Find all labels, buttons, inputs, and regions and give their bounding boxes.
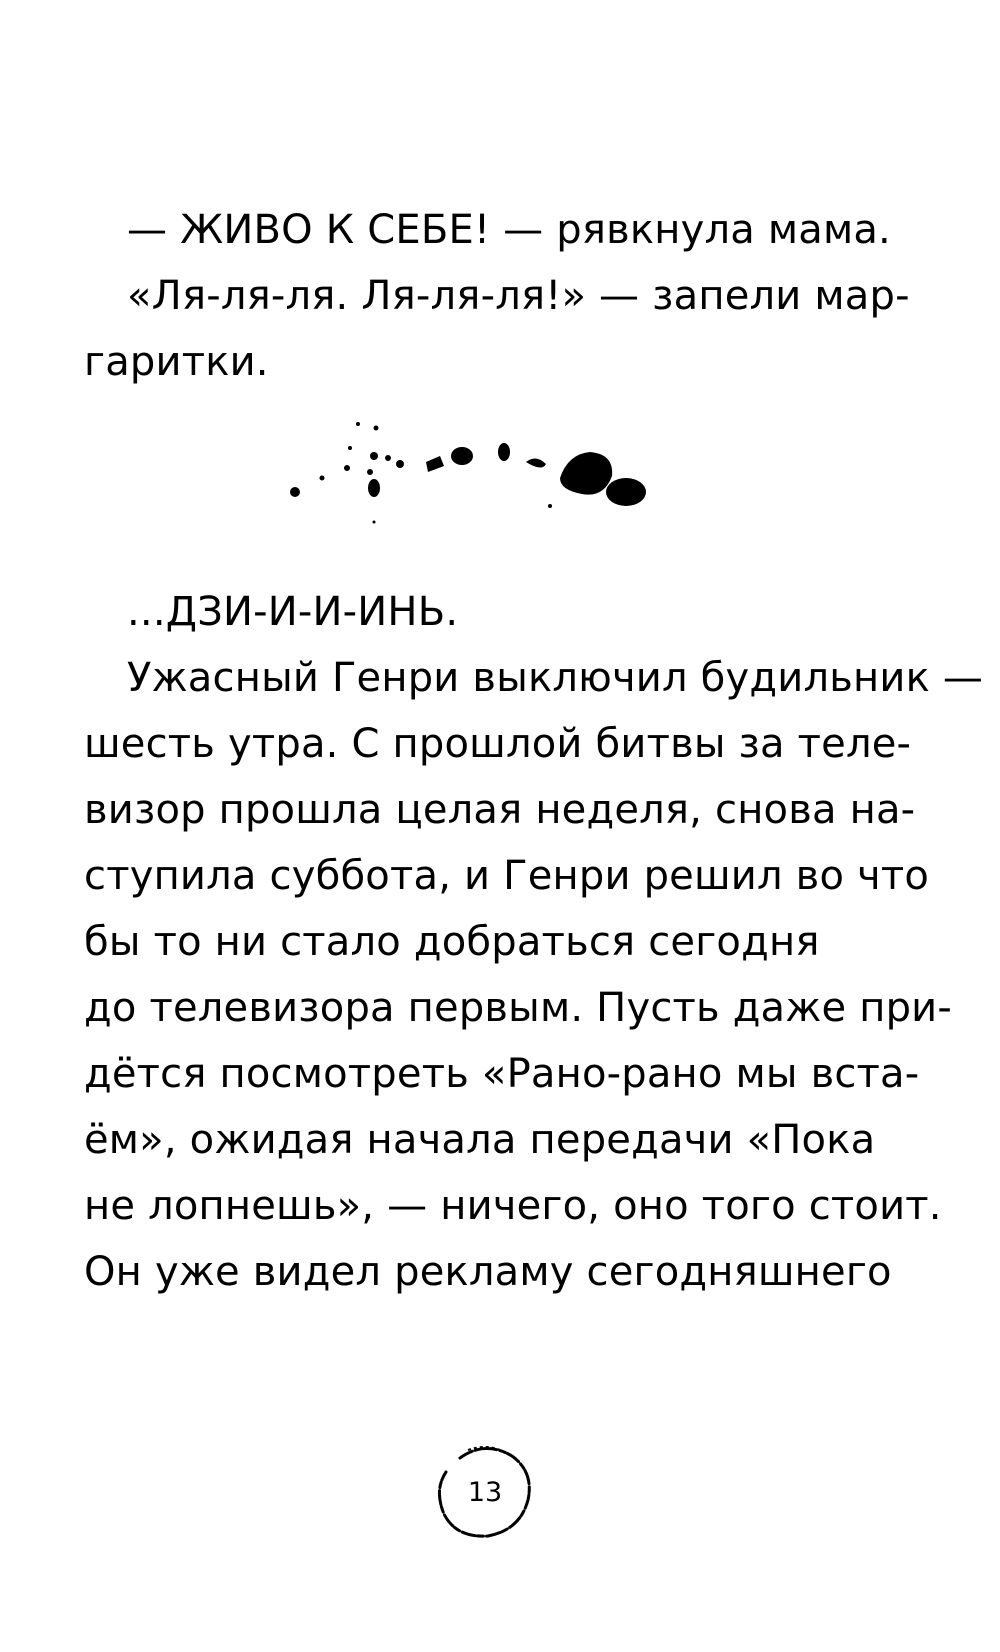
text-line-3: гаритки.: [84, 339, 269, 385]
ink-splatter-icon: [290, 418, 710, 558]
text-line-7: визор прошла целая неделя, снова на-: [84, 787, 916, 833]
text-line-14: Он уже видел рекламу сегодняшнего: [84, 1249, 892, 1295]
text-line-2: «Ля-ля-ля. Ля-ля-ля!» — запели мар-: [127, 273, 910, 319]
text-line-4: ...ДЗИ-И-И-ИНЬ.: [127, 589, 459, 635]
text-line-8: ступила суббота, и Генри решил во что: [84, 853, 930, 899]
page-number: 13: [467, 1477, 503, 1508]
text-line-10: до телевизора первым. Пусть даже при-: [84, 985, 953, 1031]
text-line-13: не лопнешь», — ничего, оно того стоит.: [84, 1183, 942, 1229]
text-line-6: шесть утра. С прошлой битвы за теле-: [84, 721, 912, 767]
text-line-1: — ЖИВО К СЕБЕ! — рявкнула мама.: [127, 207, 891, 253]
text-line-9: бы то ни стало добраться сегодня: [84, 919, 820, 965]
page-number-block: [430, 1438, 550, 1558]
text-line-11: дётся посмотреть «Рано-рано мы вста-: [84, 1051, 920, 1097]
text-line-12: ём», ожидая начала передачи «Пока: [84, 1117, 876, 1163]
text-line-5: Ужасный Генри выключил будильник —: [127, 655, 984, 701]
